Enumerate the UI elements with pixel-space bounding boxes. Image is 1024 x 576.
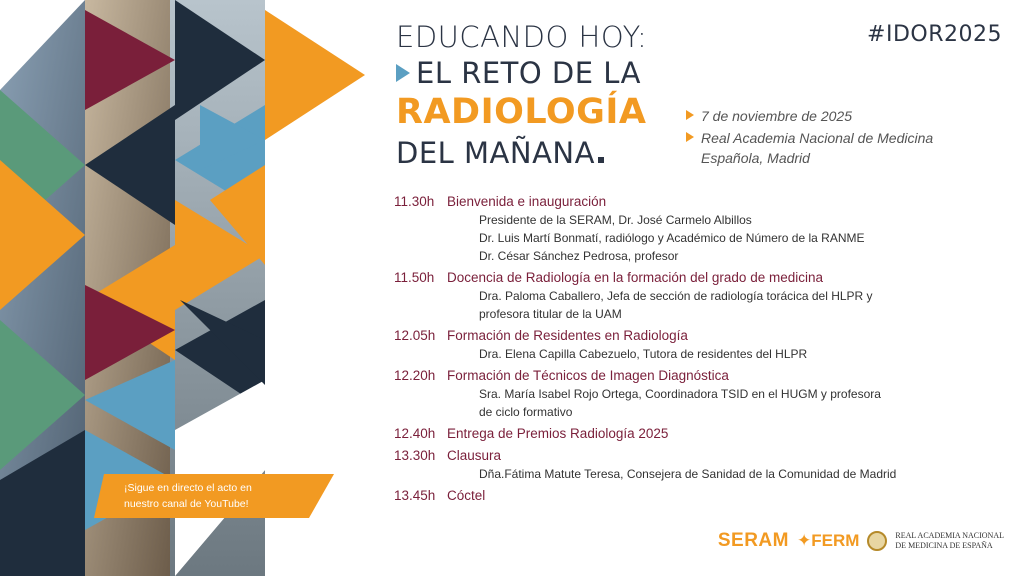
agenda-item	[394, 327, 954, 363]
agenda-title: Formación de Técnicos de Imagen Diagnóstica	[447, 368, 729, 383]
title-line-4: DEL MAÑANA	[396, 136, 604, 170]
agenda-row	[394, 327, 954, 345]
agenda-row	[394, 425, 954, 443]
ferm-logo: ✦FERM	[796, 531, 860, 550]
seram-logo: SERAM	[717, 530, 789, 551]
event-venue: Real Academia Nacional de Medicina Española, Madrid	[686, 128, 933, 168]
agenda-row	[394, 447, 954, 465]
agenda-item	[394, 425, 954, 443]
agenda-time: 11.30h	[394, 194, 435, 209]
agenda-speaker: Presidente de la SERAM, Dr. José Carmelo Albillos	[479, 213, 752, 227]
agenda-item	[394, 193, 954, 265]
agenda-time: 12.20h	[394, 368, 436, 383]
agenda-time: 13.30h	[394, 448, 436, 463]
agenda-speaker: Dr. Luis Martí Bonmatí, radiólogo y Académico de Número de la RANME	[479, 231, 865, 245]
agenda-row	[394, 367, 954, 385]
agenda-item	[394, 447, 954, 483]
title-line-3: RADIOLOGÍA	[396, 92, 647, 132]
agenda	[394, 193, 954, 509]
agenda-time: 12.40h	[394, 426, 436, 441]
title-line-2: EL RETO DE LA	[396, 56, 641, 90]
agenda-item	[394, 367, 954, 421]
agenda-row	[394, 193, 954, 211]
title-line-1: EDUCANDO HOY:	[396, 20, 648, 54]
agenda-title: Entrega de Premios Radiología 2025	[447, 426, 669, 441]
agenda-title: Formación de Residentes en Radiología	[447, 328, 688, 343]
youtube-banner[interactable]	[94, 474, 334, 518]
event-date: 7 de noviembre de 2025	[686, 106, 852, 126]
play-arrow-icon	[396, 64, 410, 82]
agenda-row	[394, 487, 954, 505]
agenda-speaker: Dña.Fátima Matute Teresa, Consejera de Sanidad de la Comunidad de Madrid	[479, 467, 897, 481]
agenda-title: Clausura	[447, 448, 502, 463]
ranm-seal-icon	[867, 531, 887, 551]
agenda-speaker: Sra. María Isabel Rojo Ortega, Coordinadora TSID en el HUGM y profesora	[479, 387, 881, 401]
agenda-title: Docencia de Radiología en la formación del grado de medicina	[447, 270, 823, 285]
agenda-item	[394, 269, 954, 323]
ranm-logo: REAL ACADEMIA NACIONAL DE MEDICINA DE ESPAÑA	[895, 531, 1004, 550]
sponsor-logos	[718, 526, 1004, 556]
agenda-time: 11.50h	[394, 270, 435, 285]
agenda-speaker: Dr. César Sánchez Pedrosa, profesor	[479, 249, 679, 263]
bullet-arrow-icon	[686, 110, 694, 120]
agenda-title: Bienvenida e inauguración	[447, 194, 607, 209]
square-dot-icon	[598, 157, 604, 163]
agenda-time: 13.45h	[394, 488, 436, 503]
agenda-title: Cóctel	[447, 488, 486, 503]
agenda-speaker: Dra. Paloma Caballero, Jefa de sección de radiología torácica del HLPR y	[479, 289, 873, 303]
agenda-item	[394, 487, 954, 505]
bullet-arrow-icon	[686, 132, 694, 142]
agenda-speaker: profesora titular de la UAM	[479, 307, 622, 321]
event-hashtag: #IDOR2025	[867, 22, 1002, 47]
agenda-speaker: de ciclo formativo	[479, 405, 573, 419]
youtube-text: ¡Sigue en directo el acto en nuestro canal de YouTube!	[124, 482, 252, 510]
agenda-time: 12.05h	[394, 328, 436, 343]
agenda-row	[394, 269, 954, 287]
agenda-speaker: Dra. Elena Capilla Cabezuelo, Tutora de residentes del HLPR	[479, 347, 808, 361]
